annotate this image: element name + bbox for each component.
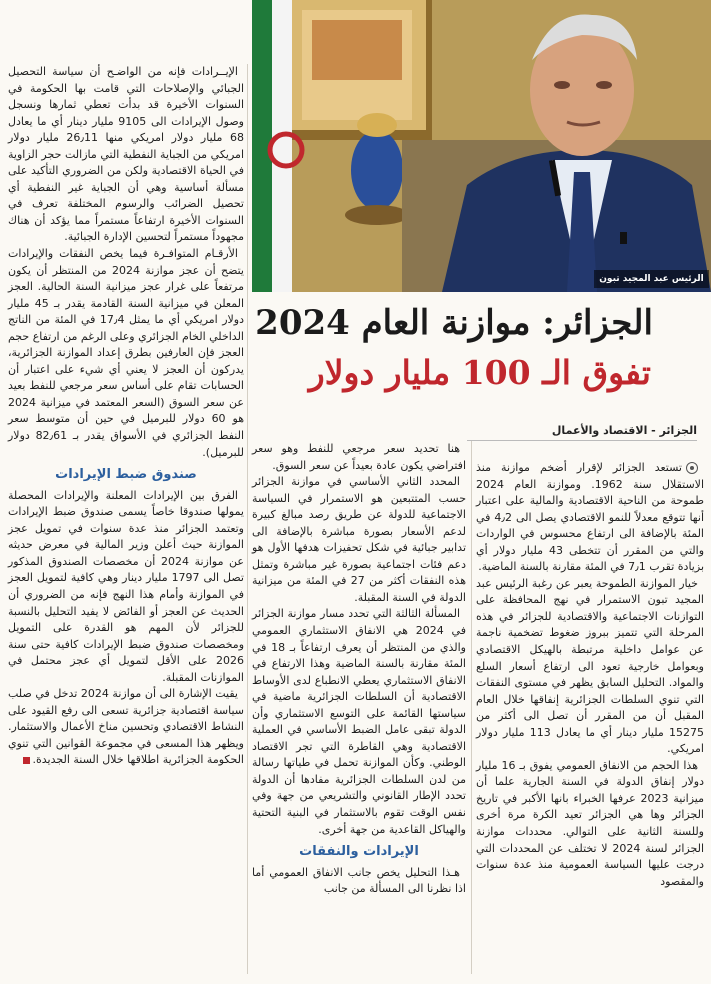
paragraph: الفرق بين الإيرادات المعلنة والإيرادات المحصلة يمولها صندوقا خاصاً يسمى صندوق ضبط الإيرادات وتعتمد الجزائر منذ عدة سنوات في تمويل عجز الموازنة حيث أعلن وزير المالية في معرض حديثه عن موازنة 2024 أن مخصصات الصندوق المذكور تصل الى 1797 مليار دينار وهي كافية لتمويل العجز في الموازنة وأمام هذا النهج فإنه من الضروري أن الحديث عن العجز أو الفائض لا يفيد التحليل بالنسبة للجزائر لأن المهم هو القدرة على التمويل ومخصصات صندوق ضبط الإيرادات كافية حتى سنة 2026 على الأقل لتمويل أي عجز محتمل في الموازنات المقبلة. (8, 488, 244, 684)
paragraph (8, 686, 244, 769)
paragraph: الأرقـام المتوافـرة فيما يخص النفقات والإيرادات يتضح أن عجز موازنة 2024 من المنتظر أن يكون مرتفعاً على غرار عجز ميزانية السنة الحالية. العجز المعلن في ميزانية السنة القادمة يقدر بـ 45 مليار دولار امريكي أي ما يمثل 17٫4 في المئة من الناتج الداخلي الخام الجزائري وعلى الرغم من ارتفاع حجم العجز فإن العارفين بطرق إعداد الموازنة الجزائرية، يدركون أن العجز لا يعني أي شيء على اعتبار أن الحسابات تقام على أساس سعر مرجعي للنفط بعيد عن سعر السوق (السعر المعتمد في ميزانية 2024 هو 60 دولار للبرميل في حين أن متوسط سعر النفط الجزائري في الأسواق يقدر بـ 82٫61 دولار للبرميل). (7, 247, 244, 459)
paragraph-text: يقيت الإشارة الى أن موازنة 2024 تدخل في صلب سياسة اقتصادية جزائرية تسعى الى رفع القيود على النشاط الاقتصادي وتحسين مناخ الأعمال والاستثمار. ويظهر هذا المسعى في مجموعة القوانين التي تنوي الحكومة الجزائرية اطلاقها خلال السنة الجديدة. (8, 687, 244, 767)
section-subtitle: صندوق ضبط الإيرادات (55, 467, 197, 483)
paragraph: الإيــرادات فإنه من الواضـح أن سياسة التحصيل الجبائي والإصلاحات التي قامت بها الحكومة في السنوات الأخيرة قد بدأت تعطي ثمارها ونسجل وصول الإيرادات الى 9105 مليار دينار أي ما يعادل 68 مليار دولار امريكي منها 26٫11 مليار دولار امريكي من الجباية النفطية التي مازالت حجر الزاوية في الحياة الاقتصادية ولكن من الضروري التأكيد على مسألة أساسية وهي أن الجباية غير النفطية أي تحصيل الضرائب والرسوم المختلفة تعرف في السنوات الأخيرة ارتفاعاً مستمراً مما يؤكد أن هناك مجهوداً مستمراً لتحسين الإدارة الجبائية. (8, 65, 244, 244)
article-byline: الجزائر - الاقتصاد والأعمال (467, 424, 697, 441)
column-divider (247, 64, 248, 974)
section-subtitle: الإيرادات والنفقات (299, 844, 419, 860)
paragraph: هذا الحجم من الانفاق العمومي يفوق بـ 16 مليار دولار إنفاق الدولة في السنة الجارية علما أن ميزانية 2023 عرفها الخبراء بانها الأكبر في تاريخ الجزائر وها هي الجزائر تعيد الكرة مرة أخرى وللسنة الثانية على التوالي. محددات موازنة الجزائر لسنة 2024 لا تختلف عن المحددات التي درجت عليها السياسة العمومية منذ عدة سنوات والمقصود (476, 758, 704, 888)
paragraph (476, 460, 704, 576)
article-column-right (476, 460, 704, 890)
article-subheadline: تفوق الـ 100 مليار دولار (308, 353, 651, 392)
paragraph: المحدد الثاني الأساسي في موازنة الجزائر حسب المتتبعين هو الاستمرار في السياسة الاجتماعية للدولة عن طريق رصد مبالغ كبيرة لدعم الأسعار بصورة مباشرة بالإضافة الى تدابير جبائية في شكل تحفيزات هدفها الأول هو دعم فئات اجتماعية بصورة غير مباشرة وتمثل هذه النفقات أكثر من 27 في المئة من ميزانية الدولة في السنة المقبلة. (252, 475, 466, 604)
lead-paragraph-icon (686, 462, 698, 474)
paragraph: هـذا التحليل يخص جانب الانفاق العمومي أما اذا نظرنا الى المسألة من جانب (252, 865, 466, 896)
paragraph-text: تستعد الجزائر لإقرار أضخم موازنة منذ الاستقلال سنة 1962. وموازنة العام 2024 طموحة من الناحية الاقتصادية والمالية على اعتبار أنها تتوقع معدلاً للنمو الاقتصادي يصل الى 4٫2 في المئة بالإضافة الى ارتفاع محسوس في الواردات والتي من المقرر أن تتخطى 43 مليار دولار أي بزيادة تقرب 7٫1 في المئة مقارنة بالسنة الماضية. (476, 461, 705, 574)
article-headline: الجزائر: موازنة العام 2024 (255, 303, 653, 343)
paragraph: هنا تحديد سعر مرجعي للنفط وهو سعر افتراضي يكون عادة بعيداً عن سعر السوق. (252, 442, 466, 472)
president-photo (252, 0, 711, 292)
end-of-article-square (23, 757, 30, 764)
article-column-left (8, 64, 244, 769)
article-column-middle (252, 441, 466, 898)
paragraph: خيار الموازنة الطموحة يعبر عن رغبة الرئيس عبد المجيد تبون الاستمرار في نهج المحافظة على التوازنات الاجتماعية والاقتصادية للجزائر في هذه المرحلة التي تتميز ببروز ضغوط تضخمية ناجمة عن عوامل داخلية مرتبطة بالهيكل الاقتصادي وبعوامل خارجية تعود الى ارتفاع أسعار السلع والمواد. التحليل السابق يظهر في مستوى النفقات التي تنوي السلطات الجزائرية إنفاقها خلال العام المقبل أن من المقرر أن تصل الى أكثر من 15275 مليار دينار أي ما يعادل 113 مليار دولار امريكي. (476, 576, 704, 756)
photo-caption: الرئيس عبد المجيد تبون (594, 270, 709, 288)
paragraph: المسألة الثالثة التي تحدد مسار موازنة الجزائر في 2024 هي الانفاق الاستثماري العمومي والذي من المنتظر أن يعرف ارتفاعاً بـ 18 في المئة مقارنة بالسنة الماضية وهذا الارتفاع في الانفاق الاستثماري يعطي الانطباع لدى الأوساط الاقتصادية أن السلطات الجزائرية ماضية في سياستها القائمة على التوسع الاستثماري وأن الدولة تبقى عامل الضبط الأساسي في العملية الاقتصادية وهي القاطرة التي تجر الاقتصاد الوطني. وكأن الموازنة تحمل في طياتها رسالة من لدن السلطات الجزائرية مفادها أن الدولة تحدد الإطار القانوني والتشريعي من جهة وفي نفس الوقت تقوم بالاستثمار في البنية التحتية والهياكل القاعدية من جهة أخرى. (252, 607, 466, 836)
column-divider (471, 441, 472, 974)
photo-illustration (252, 0, 711, 292)
